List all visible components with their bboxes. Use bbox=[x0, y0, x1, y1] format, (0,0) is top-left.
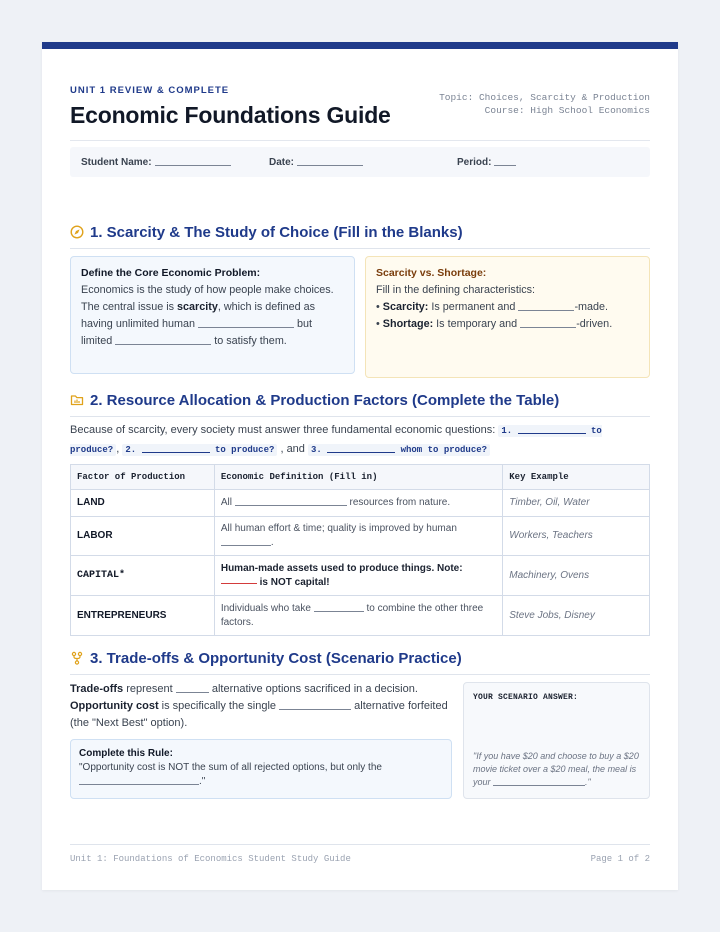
scenario-blank[interactable] bbox=[493, 777, 585, 786]
table-header-row bbox=[71, 465, 650, 490]
tradeoff-blank[interactable] bbox=[176, 682, 209, 693]
definition-land-a: All bbox=[220, 497, 232, 508]
scenario-answer-heading: YOUR SCENARIO ANSWER: bbox=[473, 693, 579, 702]
scarcity-term: scarcity bbox=[177, 301, 218, 313]
shortage-item-suffix: -driven. bbox=[576, 318, 613, 330]
rule-text-end: ." bbox=[199, 776, 206, 787]
question-1-blank[interactable] bbox=[518, 425, 586, 434]
footer-divider bbox=[70, 844, 650, 845]
period-field[interactable] bbox=[457, 156, 516, 168]
scarcity-shortage-heading: Scarcity vs. Shortage: bbox=[376, 267, 487, 279]
example-entrepreneurs: Steve Jobs, Disney bbox=[503, 596, 650, 636]
question-2 bbox=[122, 444, 277, 456]
scarcity-item-text: Is permanent and bbox=[431, 301, 516, 313]
scenario-answer-box[interactable] bbox=[463, 682, 650, 799]
course-meta bbox=[439, 91, 650, 117]
opportunity-line bbox=[70, 698, 450, 732]
opportunity-cost-term: Opportunity cost bbox=[70, 700, 159, 712]
definition-capital-a: Human-made assets used to produce things. Note: bbox=[220, 562, 463, 574]
scenario-prompt bbox=[473, 750, 640, 789]
example-capital: Machinery, Ovens bbox=[503, 556, 650, 596]
opportunity-text-a: is specifically the single bbox=[161, 700, 277, 712]
student-info-bar bbox=[70, 147, 650, 177]
scarcity-item-label: Scarcity: bbox=[382, 301, 429, 313]
branch-icon bbox=[70, 651, 84, 665]
page-number: Page 1 of 2 bbox=[590, 854, 650, 864]
page-title: Economic Foundations Guide bbox=[70, 102, 391, 128]
table-row bbox=[71, 517, 650, 556]
land-blank[interactable] bbox=[235, 497, 347, 506]
definition-capital-b: is NOT capital! bbox=[259, 576, 330, 588]
core-problem-heading: Define the Core Economic Problem: bbox=[81, 267, 261, 279]
scarcity-item: • Scarcity: Is permanent and -made. bbox=[376, 301, 609, 313]
factor-entrepreneurs: ENTREPRENEURS bbox=[71, 596, 215, 636]
section1-heading bbox=[70, 224, 650, 249]
footer-left: Unit 1: Foundations of Economics Student Study Guide bbox=[70, 854, 351, 864]
rule-text-a: "Opportunity cost is NOT the sum of all rejected options, but only the bbox=[79, 762, 382, 773]
shortage-item-text: Is temporary and bbox=[436, 318, 518, 330]
scarcity-shortage-box bbox=[365, 256, 650, 378]
tradeoff-text-b: alternative options sacrificed in a decision. bbox=[211, 683, 418, 695]
compass-icon bbox=[70, 225, 84, 239]
section2-heading bbox=[70, 392, 650, 417]
definition-entrepreneurs-b: to combine the other three factors. bbox=[220, 602, 484, 628]
period-label: Period: bbox=[457, 157, 492, 168]
question-1-text: to produce? bbox=[70, 426, 602, 455]
resources-blank[interactable] bbox=[115, 334, 211, 345]
factor-capital: CAPITAL* bbox=[71, 556, 215, 596]
labor-blank[interactable] bbox=[221, 537, 271, 546]
question-sep-2: , and bbox=[280, 443, 305, 455]
scenario-prompt-text: "If you have $20 and choose to buy a $20 movie ticket over a $20 meal, the meal is your bbox=[473, 751, 639, 787]
shortage-item-label: Shortage: bbox=[382, 318, 434, 330]
opportunity-blank[interactable] bbox=[279, 699, 351, 710]
date-label: Date: bbox=[269, 157, 295, 168]
tradeoff-text bbox=[70, 681, 450, 732]
student-name-field[interactable] bbox=[81, 156, 231, 168]
definition-capital bbox=[214, 556, 502, 596]
scarcity-item-suffix: -made. bbox=[574, 301, 609, 313]
core-problem-box bbox=[70, 256, 355, 374]
definition-land-b: resources from nature. bbox=[349, 497, 451, 508]
section2-title: 2. Resource Allocation & Production Factors (Complete the Table) bbox=[90, 392, 560, 409]
factor-labor: LABOR bbox=[71, 517, 215, 556]
worksheet-page bbox=[42, 42, 678, 890]
question-3-blank[interactable] bbox=[327, 444, 395, 453]
section3-heading bbox=[70, 650, 650, 675]
header-definition: Economic Definition (Fill in) bbox=[214, 465, 502, 490]
student-name-label: Student Name: bbox=[81, 157, 152, 168]
topic-text: Topic: Choices, Scarcity & Production bbox=[439, 92, 650, 103]
question-2-text: to produce? bbox=[214, 445, 275, 455]
scarcity-shortage-intro: Fill in the defining characteristics: bbox=[376, 284, 536, 296]
header-example: Key Example bbox=[503, 465, 650, 490]
definition-labor bbox=[214, 517, 502, 556]
table-row bbox=[71, 490, 650, 517]
shortage-item: • Shortage: Is temporary and -driven. bbox=[376, 318, 613, 330]
header-divider bbox=[70, 140, 650, 141]
question-3-text: whom to produce? bbox=[400, 445, 488, 455]
core-problem-text-a: Economics is the study of how people make choices. The central issue is bbox=[81, 284, 334, 313]
period-blank[interactable] bbox=[494, 156, 516, 166]
definition-labor-a: All human effort & time; quality is improved by human bbox=[220, 523, 457, 534]
definition-land bbox=[214, 490, 502, 517]
example-labor: Workers, Teachers bbox=[503, 517, 650, 556]
factors-table bbox=[70, 464, 650, 636]
tradeoffs-term: Trade-offs bbox=[70, 683, 124, 695]
date-blank[interactable] bbox=[297, 156, 363, 166]
tradeoff-text-a: represent bbox=[126, 683, 173, 695]
question-2-num: 2. bbox=[125, 445, 137, 455]
question-sep-1: , bbox=[116, 443, 120, 455]
question-3 bbox=[308, 444, 490, 456]
capital-blank[interactable] bbox=[221, 576, 257, 584]
table-row bbox=[71, 556, 650, 596]
core-problem-text-c: but limited bbox=[81, 318, 313, 347]
definition-entrepreneurs bbox=[214, 596, 502, 636]
rule-heading: Complete this Rule: bbox=[79, 748, 173, 759]
core-problem-text-d: to satisfy them. bbox=[214, 335, 287, 347]
scenario-prompt-end: ." bbox=[585, 777, 591, 787]
course-text: Course: High School Economics bbox=[484, 105, 650, 116]
date-field[interactable] bbox=[269, 156, 363, 168]
definition-entrepreneurs-a: Individuals who take bbox=[220, 602, 311, 614]
tradeoff-line bbox=[70, 681, 450, 698]
header-factor: Factor of Production bbox=[71, 465, 215, 490]
factor-land: LAND bbox=[71, 490, 215, 517]
opportunity-text-b: alternative forfeited (the "Next Best" option). bbox=[70, 700, 448, 729]
section1-title: 1. Scarcity & The Study of Choice (Fill in the Blanks) bbox=[90, 224, 463, 241]
folder-icon bbox=[70, 393, 84, 407]
three-questions bbox=[70, 421, 650, 459]
core-problem-text bbox=[81, 282, 344, 350]
table-row bbox=[71, 596, 650, 636]
rule-box bbox=[70, 739, 452, 799]
section3-title: 3. Trade-offs & Opportunity Cost (Scenario Practice) bbox=[90, 650, 462, 667]
rule-text bbox=[79, 761, 443, 789]
entrepreneurs-blank[interactable] bbox=[314, 603, 364, 612]
three-questions-intro: Because of scarcity, every society must answer three fundamental economic questions: bbox=[70, 424, 496, 436]
question-3-num: 3. bbox=[310, 445, 322, 455]
core-problem-text-b: , which is defined as having unlimited human bbox=[81, 301, 316, 330]
rule-blank[interactable] bbox=[79, 775, 199, 785]
student-name-blank[interactable] bbox=[155, 156, 231, 166]
scarcity-blank[interactable] bbox=[518, 300, 574, 311]
question-1-num: 1. bbox=[501, 426, 513, 436]
example-land: Timber, Oil, Water bbox=[503, 490, 650, 517]
unit-eyebrow: UNIT 1 REVIEW & COMPLETE bbox=[70, 85, 230, 96]
question-2-blank[interactable] bbox=[142, 444, 210, 453]
definition-labor-b: . bbox=[270, 537, 274, 548]
shortage-blank[interactable] bbox=[520, 317, 576, 328]
wants-blank[interactable] bbox=[198, 317, 294, 328]
